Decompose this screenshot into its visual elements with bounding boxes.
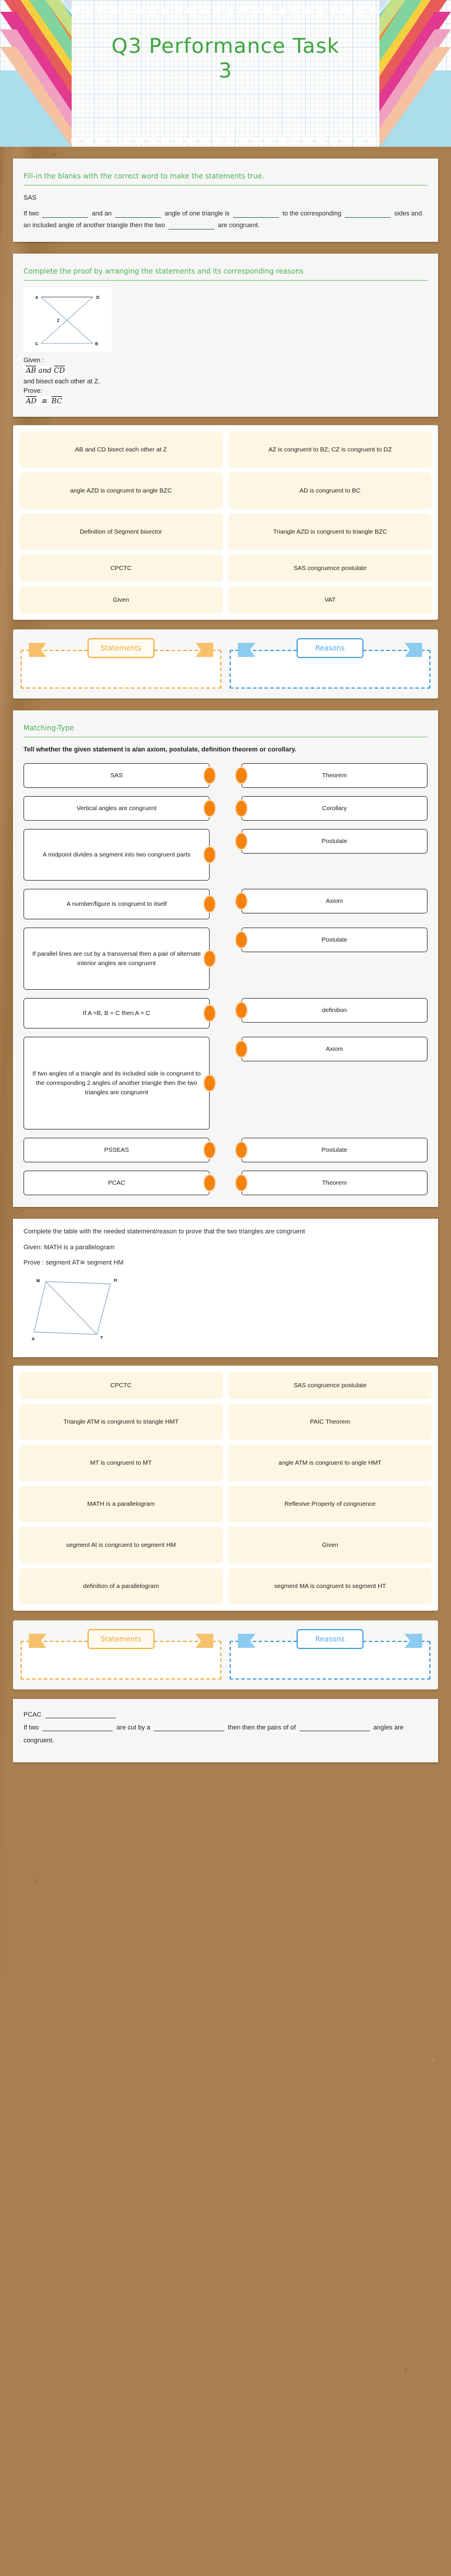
table-tile[interactable]: CPCTC [19,1372,223,1399]
s1-text-5: sides and an included [23,210,422,229]
table-tile-grid [19,1372,432,1604]
proof-tile[interactable]: Definition of Segment bisector [19,514,223,550]
match-left-cell [23,1037,210,1129]
statements-ribbon-label: Statements [87,638,154,658]
match-right-box[interactable]: Postulate [241,829,428,854]
proof-tile[interactable]: AZ is congruent to BZ; CZ is congruent to DZ [228,431,432,468]
match-right-cell [241,889,428,913]
s1-text-6: angle of another triangle then the two [58,222,165,229]
spacer [0,699,451,710]
svg-text:B: B [95,342,99,346]
x-diagram-svg [23,288,112,352]
s1-text-4: to the corresponding [282,210,342,217]
s1-text-7: are congruent. [218,222,260,229]
match-row [23,1138,428,1162]
table-drop-zones [13,1620,438,1690]
table-tile[interactable]: MT is congruent to MT [19,1445,223,1481]
match-row [23,829,428,881]
spacer [0,1207,451,1219]
pcac-label: PCAC [23,1711,42,1718]
match-left-box[interactable]: If A =B, B = C then A = C [23,998,210,1029]
match-right-box[interactable]: Postulate [241,1138,428,1162]
table-tile[interactable]: Given [228,1527,432,1563]
pcac-label-row [23,1708,428,1721]
svg-text:D: D [96,296,100,300]
match-row [23,763,428,788]
s1-text-2: and an [92,210,112,217]
connector-dot-icon[interactable] [235,1040,248,1058]
match-row [23,796,428,821]
svg-text:C: C [35,342,39,346]
match-left-box[interactable]: A midpoint divides a segment into two congruent parts [23,829,210,881]
proof-tile-grid [19,431,432,613]
connector-dot-icon[interactable] [235,767,248,784]
page-title-line2: 3 [218,59,233,83]
section3-instruction: Tell whether the given statement is a/an axiom, postulate, definition theorem or corollary. [23,746,297,753]
section4-heading: Complete the table with the needed statement/reason to prove that the two triangles are congruent [23,1228,305,1235]
pcac-statement [23,1721,428,1747]
statements-drop-column-2 [21,1629,221,1680]
section-pcac [13,1699,438,1762]
section-matching-type [13,710,438,1207]
match-left-cell [23,928,210,990]
section1-label: SAS [23,194,37,201]
table-tile[interactable]: segment MA is congruent to segment HT [228,1568,432,1604]
section-complete-table [13,1219,438,1357]
section1-divider [23,185,428,186]
proof-tile-bank [13,425,438,620]
parallelogram-svg [23,1273,141,1347]
match-left-cell [23,1171,210,1195]
table-tile[interactable]: PAIC Theorem [228,1404,432,1440]
figure-parallelogram [23,1273,141,1347]
connector-dot-icon[interactable] [203,1174,216,1192]
section1-heading: Fill-in the blanks with the correct word to make the statements true. [23,172,264,180]
s1-text-3: angle of one triangle is [164,210,230,217]
pcac-of: of [290,1724,296,1731]
connector-dot-icon[interactable] [203,800,216,817]
section3-heading: Matching-Type [23,724,74,732]
connector-dot-icon[interactable] [203,1141,216,1159]
table-tile[interactable]: definition of a parallelogram [19,1568,223,1604]
spacer [0,1774,451,1786]
match-right-cell [241,1138,428,1162]
match-left-box[interactable]: PSSEAS [23,1138,210,1162]
match-right-box[interactable]: Theorem [241,1171,428,1195]
given-math-row [23,365,428,376]
match-right-cell [241,998,428,1023]
spacer [0,242,451,254]
s1-blank-4[interactable] [345,217,391,218]
match-right-box[interactable]: definition [241,998,428,1023]
connector-dot-icon[interactable] [203,767,216,784]
spacer [0,1762,451,1774]
section2-heading: Complete the proof by arranging the statements and its corresponding reasons [23,267,304,275]
match-left-box[interactable]: SAS [23,763,210,788]
section1-statement [23,208,428,231]
s1-blank-1[interactable] [42,217,88,218]
reasons-ribbon-label: Reasons [297,638,364,658]
table-tile[interactable]: segment At is congruent to segment HM [19,1527,223,1563]
table-tile[interactable]: Reflexive Property of congruence [228,1486,432,1522]
match-left-box[interactable]: If two angles of a triangle and its included side is congruent to the corresponding 2 angles of another triangle then the two triangles are congruent [23,1037,210,1129]
section4-prove: Prove : segment AT≅ segment HM [23,1259,124,1266]
svg-text:A: A [35,296,39,300]
connector-dot-icon[interactable] [235,1002,248,1019]
match-left-cell [23,829,210,881]
match-right-box[interactable]: Axiom [241,889,428,913]
table-tile[interactable]: Triangle ATM is congruent to triangle HMT [19,1404,223,1440]
match-row [23,889,428,919]
connector-dot-icon[interactable] [235,892,248,910]
connector-dot-icon[interactable] [235,931,248,949]
svg-text:H: H [114,1279,117,1283]
match-left-cell [23,796,210,821]
match-right-cell [241,829,428,854]
table-tile[interactable]: angle ATM is congruent to angle HMT [228,1445,432,1481]
proof-tile[interactable]: SAS congruence postulate [228,555,432,582]
connector-dot-icon[interactable] [203,895,216,913]
pcac-text-3: then then the pairs of [228,1724,289,1731]
pcac-text-2: are cut by a [116,1724,150,1731]
match-left-box[interactable]: If parallel lines are cut by a transversal then a pair of alternate interior angles are congruent [23,928,210,990]
match-left-cell [23,763,210,788]
connector-dot-icon[interactable] [203,846,216,864]
statements-ribbon-label-2: Statements [87,1629,154,1649]
pcac-text-1: If two [23,1724,39,1731]
section4-given: Given: MATH is a parallelogram [23,1244,115,1251]
match-right-box[interactable]: Axiom [241,1037,428,1061]
svg-text:Z: Z [57,319,60,323]
prove-label: Prove: [23,387,42,395]
match-right-cell [241,796,428,821]
given-text: and bisect each other at Z. [23,378,100,385]
connector-dot-icon[interactable] [235,1141,248,1159]
page-title-line1: Q3 Performance Task [111,35,340,58]
match-right-cell [241,928,428,952]
connector-dot-icon[interactable] [203,1004,216,1022]
proof-tile[interactable]: CPCTC [19,555,223,582]
match-right-cell [241,1037,428,1061]
match-left-box[interactable]: PCAC [23,1171,210,1195]
proof-tile[interactable]: VAT [228,586,432,613]
given-label: Given : [23,357,44,364]
match-left-cell [23,889,210,919]
proof-tile[interactable]: AB and CD bisect each other at Z [19,431,223,468]
match-row [23,998,428,1029]
match-left-cell [23,1138,210,1162]
statements-drop-column [21,638,221,689]
connector-dot-icon[interactable] [235,1174,248,1192]
match-left-box[interactable]: Vertical angles are congruent [23,796,210,821]
s1-blank-5[interactable] [169,229,214,230]
given-math: $\overline{AB}$ and $\overline{CD}$ [23,366,68,375]
s1-blank-3[interactable] [233,217,279,218]
figure-x-diagram [23,288,112,352]
prove-math: $\overline{AD}$ ≅ $\overline{BC}$ [23,396,65,406]
proof-tile[interactable]: Given [19,586,223,613]
proof-tile[interactable]: angle AZD is congruent to angle BZC [19,473,223,509]
svg-text:M: M [36,1279,40,1283]
match-left-box[interactable]: A number/figure is congruent to itself [23,889,210,919]
proof-drop-zones [13,629,438,699]
match-row [23,1171,428,1195]
section2-divider [23,280,428,281]
connector-dot-icon[interactable] [203,950,216,967]
table-tile-bank [13,1365,438,1611]
match-left-cell [23,998,210,1029]
reasons-ribbon-label-2: Reasons [297,1629,364,1649]
reasons-drop-column-2 [230,1629,430,1680]
match-right-box[interactable]: Theorem [241,763,428,788]
match-right-cell [241,1171,428,1195]
connector-dot-icon[interactable] [235,800,248,817]
section-complete-proof [13,254,438,417]
svg-text:A: A [32,1337,35,1341]
s1-text-1: If two [23,210,39,217]
connector-dot-icon[interactable] [203,1074,216,1092]
prove-math-row [23,396,428,406]
s1-blank-2[interactable] [115,217,161,218]
table-tile[interactable]: MATH is a parallelogram [19,1486,223,1522]
proof-tile[interactable]: AD is congruent to BC [228,473,432,509]
svg-text:T: T [100,1336,103,1340]
spacer [0,147,451,159]
reasons-drop-column [230,638,430,689]
proof-tile[interactable]: Triangle AZD is congruent to triangle BZC [228,514,432,550]
match-right-box[interactable]: Corollary [241,796,428,821]
table-tile[interactable]: SAS congruence postulate [228,1372,432,1399]
match-row [23,928,428,990]
match-row [23,1037,428,1129]
section-fill-in-blanks [13,159,438,242]
match-right-box[interactable]: Postulate [241,928,428,952]
page-title [0,34,451,83]
connector-dot-icon[interactable] [235,832,248,850]
match-right-cell [241,763,428,788]
pcac-text-4: angles are congruent. [23,1724,404,1744]
header-banner [0,0,451,147]
